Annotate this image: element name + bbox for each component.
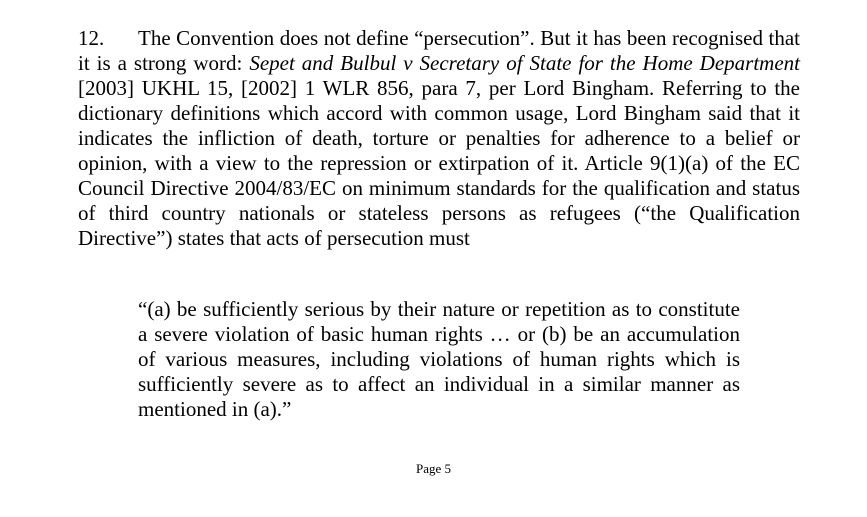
paragraph-text-start: The Convention does not define “persecution”. But it has been recognised that it is a strong word:	[78, 26, 800, 75]
page-number: Page 5	[415, 461, 452, 476]
case-citation: Sepet and Bulbul v Secretary of State for the Home Department	[249, 51, 800, 75]
paragraph-text-end: [2003] UKHL 15, [2002] 1 WLR 856, para 7, per Lord Bingham. Referring to the dictionary definitions which accord with common usage, Lord Bingham said that it indicates the infliction of death, torture or penalties for adherence to a belief or opinion, with a view to the repression or extirpation of it. Article 9(1)(a) of the EC Council Directive 2004/83/EC on minimum standards for the qualification and status of third country nationals or stateless persons as refugees (“the Qualification Directive”) states that acts of persecution must	[78, 76, 800, 250]
paragraph-number: 12.	[78, 26, 105, 50]
paragraph-12	[78, 26, 800, 251]
block-quote: “(a) be sufficiently serious by their nature or repetition as to constitute a severe violation of basic human rights … or (b) be an accumulation of various measures, including violations of human rights which is sufficiently severe as to affect an individual in a similar manner as mentioned in (a).”	[138, 297, 740, 421]
